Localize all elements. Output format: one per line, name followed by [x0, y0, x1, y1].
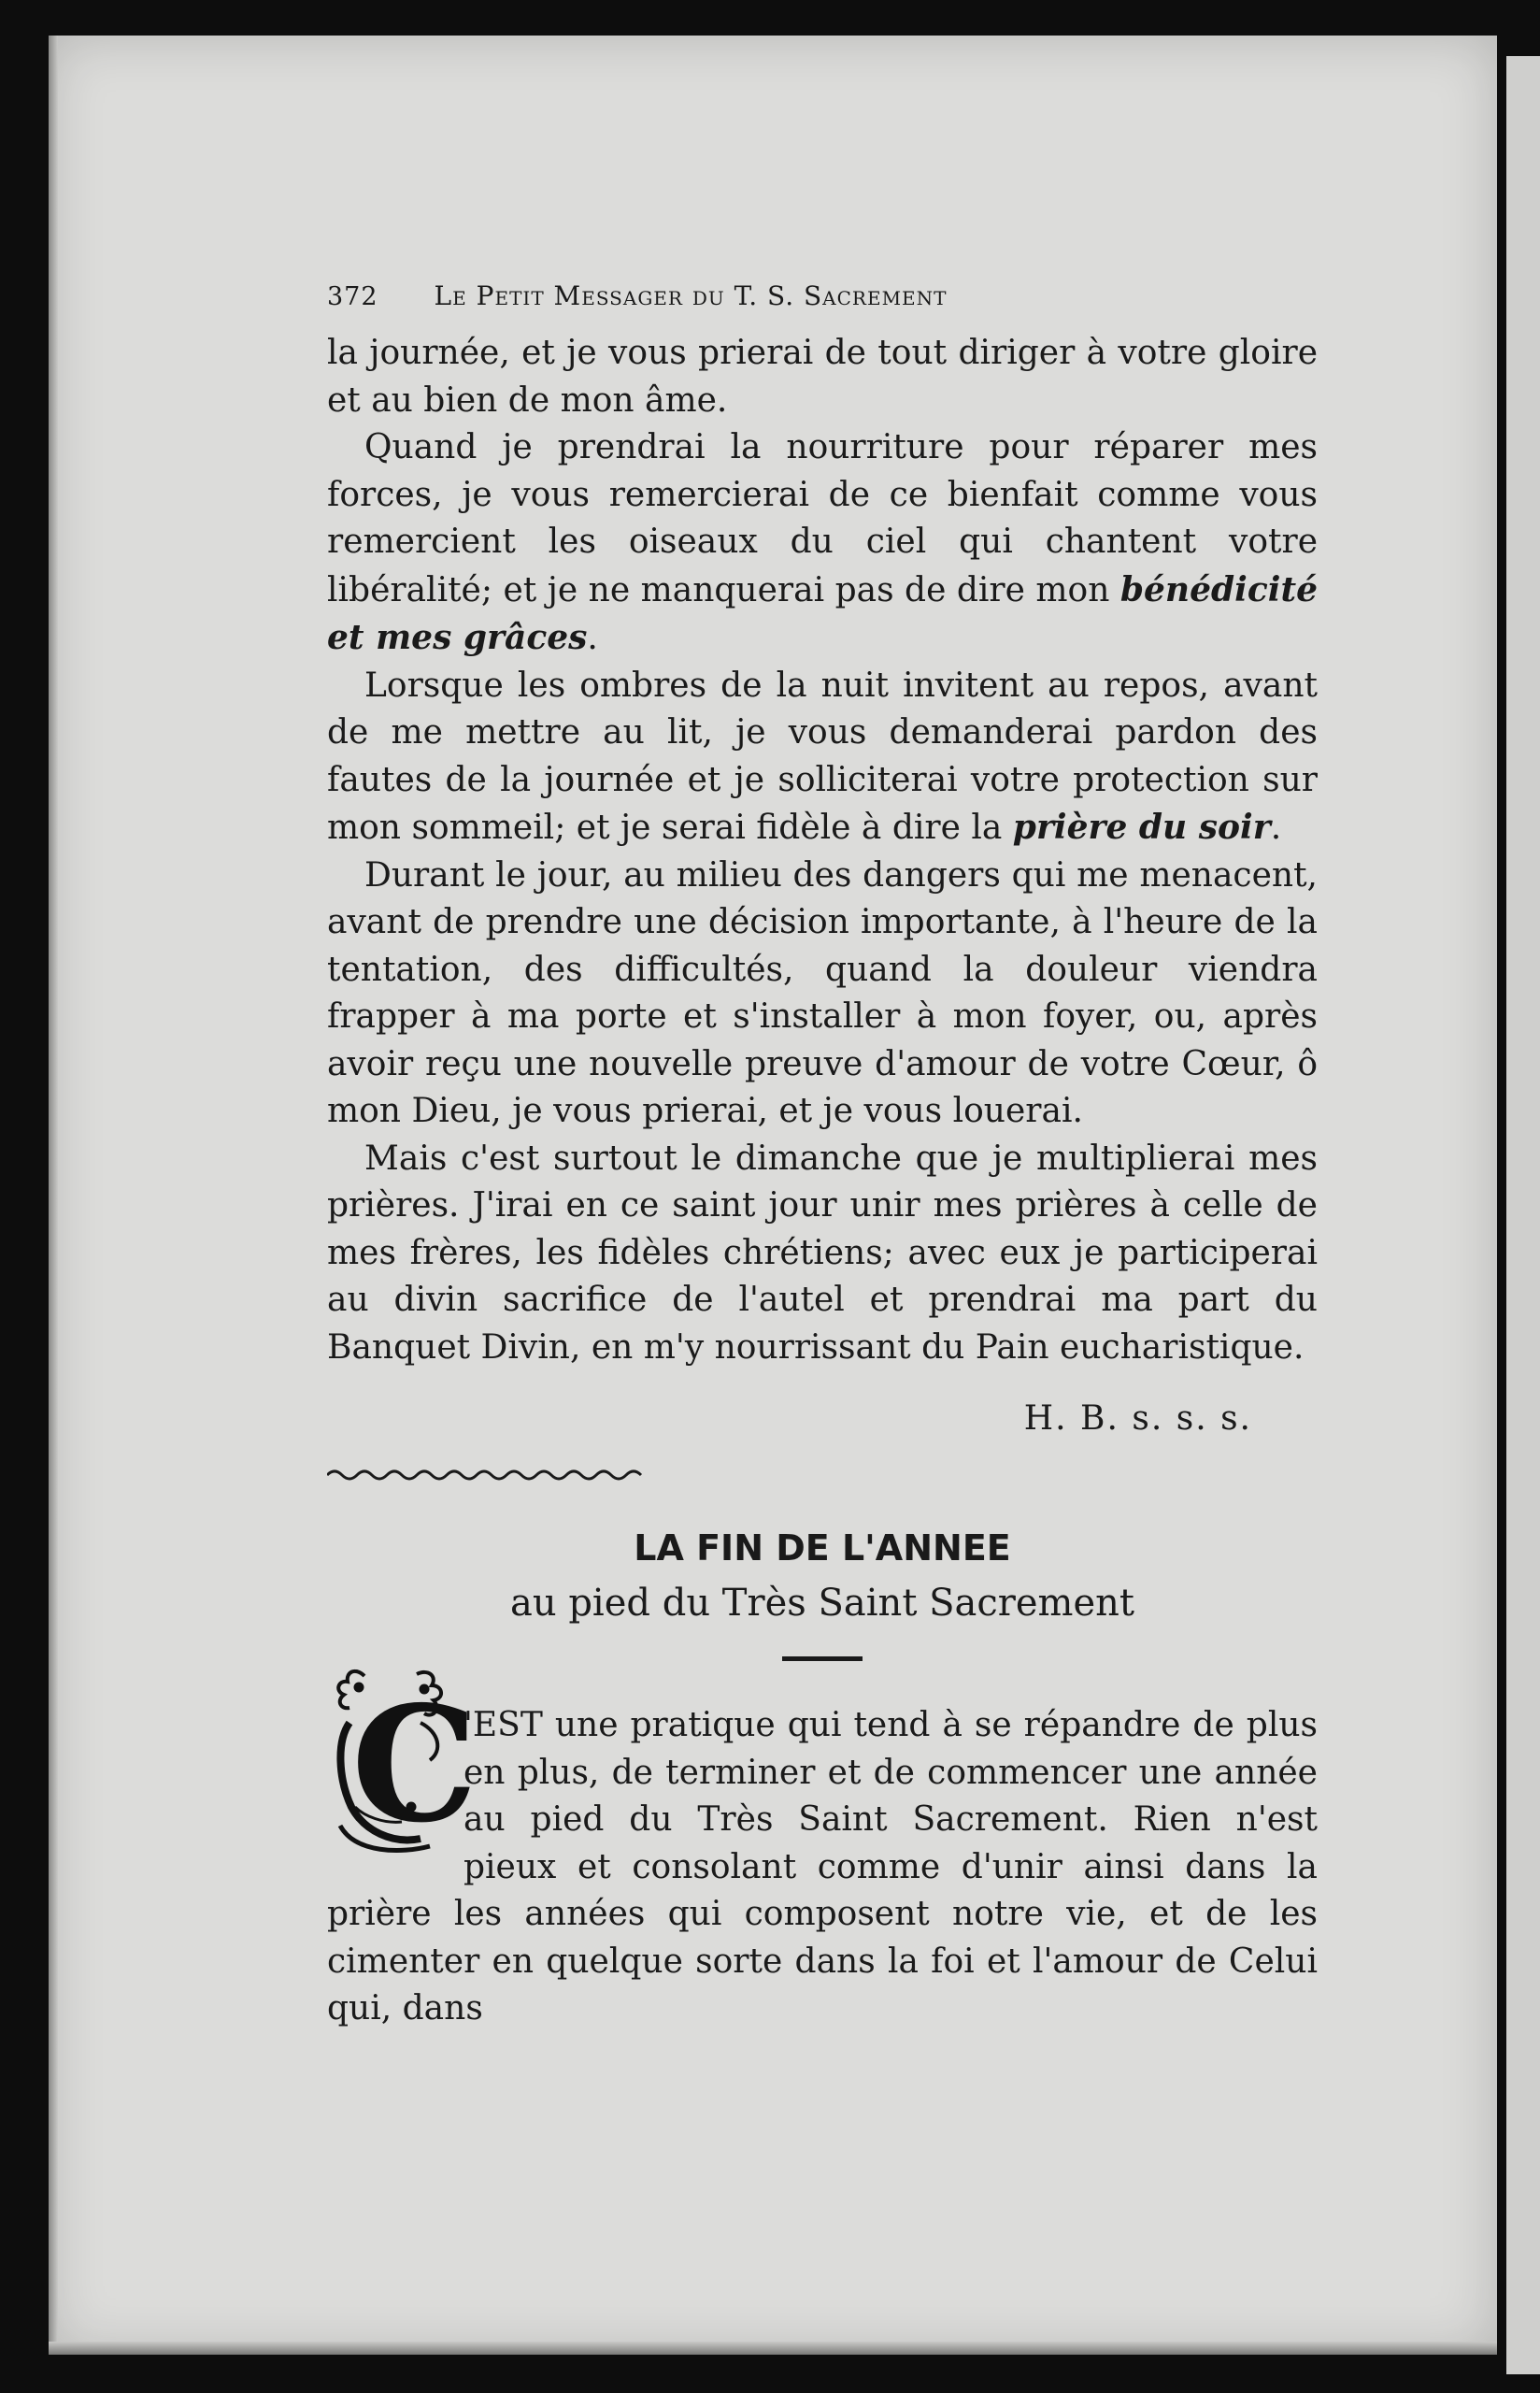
drop-cap-letter: C	[351, 1671, 478, 1858]
page-edge-bottom	[49, 2342, 1497, 2355]
paragraph-text: Lorsque les ombres de la nuit invitent au repos, avant de me mettre au lit, je vous demanderai pardon des fautes de la journée et je solliciterai votre protection sur mon sommeil; et je serai fidèle à dire la	[327, 666, 1318, 847]
opening-paragraph-block	[327, 1671, 1318, 2033]
running-title: Le Petit Messager du T. S. Sacrement	[434, 280, 948, 311]
signature: H. B. s. s. s.	[1023, 1399, 1252, 1438]
italic-phrase: bénédicité et mes grâces	[327, 569, 1318, 657]
section-title: LA FIN DE L'ANNEE	[634, 1527, 1011, 1569]
paragraph	[327, 424, 1318, 663]
ornamental-drop-cap	[327, 1667, 478, 1858]
paragraph-end: .	[1270, 809, 1282, 847]
paragraph	[327, 663, 1318, 853]
paragraph: la journée, et je vous prierai de tout diriger à votre gloire et au bien de mon âme.	[327, 334, 1318, 420]
page-number: 372	[327, 282, 378, 311]
section-rule	[782, 1656, 863, 1661]
page-edge	[49, 36, 58, 2354]
paragraph: Mais c'est surtout le dimanche que je multiplierai mes prières. J'irai en ce saint jour unir mes prières à celle de mes frères, les fidèles chrétiens; avec eux je participerai au divin sacrifice de l'autel et prendrai ma part du Banquet Divin, en m'y nourrissant du Pain eucharistique.	[327, 1139, 1318, 1367]
section-subtitle: au pied du Très Saint Sacrement	[510, 1582, 1134, 1625]
running-head	[327, 280, 1318, 311]
paragraph-end: .	[587, 619, 598, 657]
paragraph: Durant le jour, au milieu des dangers qui me menacent, avant de prendre une décision importante, à l'heure de la tentation, des difficultés, quand la douleur viendra frapper à ma porte et s'installer à mon foyer, ou, après avoir reçu une nouvelle preuve d'amour de votre Cœur, ô mon Dieu, je vous prierai, et je vous louerai.	[327, 855, 1318, 1130]
adjacent-page-strip	[1506, 56, 1540, 2374]
page-content	[327, 280, 1318, 2033]
wavy-divider-ornament	[327, 1464, 645, 1486]
italic-phrase: prière du soir	[1012, 808, 1271, 847]
paragraph-text: Quand je prendrai la nourriture pour réparer mes forces, je vous remercierai de ce bienfait comme vous remercient les oiseaux du ciel qui chantent votre libéralité; et je ne manquerai pas de dire mon	[327, 428, 1318, 609]
opening-paragraph: 'EST une pratique qui tend à se répandre de plus en plus, de terminer et de commencer une année au pied du Très Saint Sacrement. Rien n'est pieux et consolant comme d'unir ainsi dans la prière les années qui composent notre vie, et de les cimenter en quelque sorte dans la foi et l'amour de Celui qui, dans	[327, 1706, 1318, 2028]
